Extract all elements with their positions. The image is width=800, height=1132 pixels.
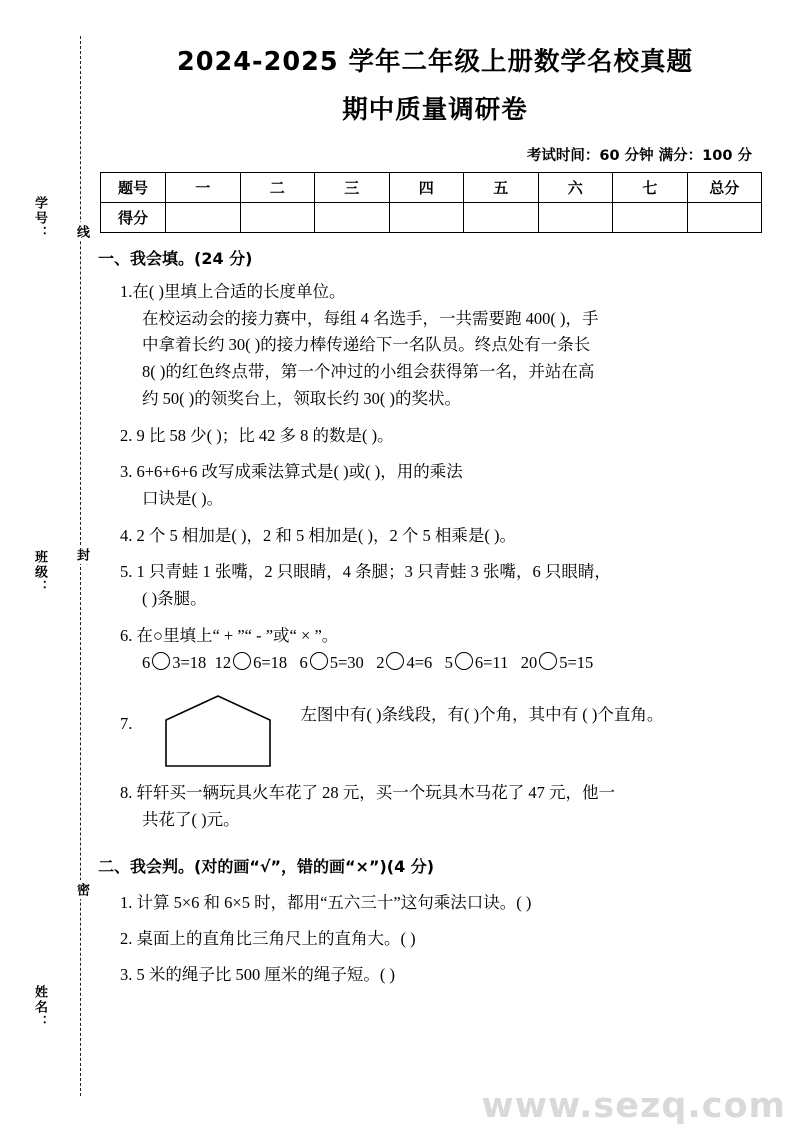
pentagon-house-shape-icon [158,690,278,770]
section-2-heading: 二、我会判。(对的画“√”，错的画“×”)(4 分) [98,856,435,876]
score-cell-2[interactable] [240,203,315,233]
q6-item-4-left: 2 [376,652,385,672]
question-1 [120,279,774,413]
page-title-line1: 2024-2025 学年二年级上册数学名校真题 [177,47,693,77]
circle-blank-icon[interactable] [310,652,328,670]
question-1-line-2: 中拿着长约 30( )的接力棒传递给下一名队员。终点处有一条长 [142,335,591,355]
score-cell-3[interactable] [315,203,390,233]
score-table-col-total: 总分 [687,173,762,203]
watermark: www.sezq.com [481,1086,786,1126]
q6-item-5 [445,653,509,672]
question-8-line-2: 共花了( )元。 [142,810,240,830]
question-1-stem: 在( )里填上合适的长度单位。 [132,282,346,301]
score-table [100,172,762,233]
question-8 [120,780,774,833]
q6-item-3-left: 6 [299,652,308,672]
section-1-heading: 一、我会填。(24 分) [98,249,253,268]
name-label: 姓名： [32,985,47,1030]
q6-item-6 [521,653,594,672]
question-1-number: 1. [120,282,133,301]
score-table-col-7: 七 [613,173,688,203]
exam-paper [96,0,774,1132]
question-5-line-2: ( )条腿。 [142,589,207,609]
question-3-line-1: 3. 6+6+6+6 改写成乘法算式是( )或( )，用的乘法 [120,462,463,482]
q6-item-1 [142,653,206,672]
score-table-row-label-1: 题号 [101,173,166,203]
question-7 [120,686,774,770]
q6-item-1-left: 6 [142,652,151,672]
circle-blank-icon[interactable] [539,652,557,670]
score-table-row-label-2: 得分 [101,203,166,233]
question-5 [120,559,774,612]
question-6-expressions [142,650,774,677]
q6-item-2 [215,653,288,672]
q6-item-2-right: 6=18 [253,652,288,672]
exam-info: 考试时间：60 分钟 满分：100 分 [526,148,752,164]
q6-item-6-right: 5=15 [559,652,594,672]
score-table-col-5: 五 [464,173,539,203]
score-cell-1[interactable] [166,203,241,233]
q6-item-3 [300,653,364,672]
question-7-text [300,686,663,731]
question-6-line-1: 6. 在○里填上“ + ”“ - ”或“ × ”。 [120,625,339,645]
class-label: 班级： [32,550,47,595]
circle-blank-icon[interactable] [152,652,170,670]
q6-item-4-right: 4=6 [406,652,433,672]
table-row-scores [101,203,762,233]
score-table-col-4: 四 [389,173,464,203]
question-2: 2. 9 比 58 少( )；比 42 多 8 的数是( )。 [120,425,394,445]
student-id-label: 学号： [32,196,47,241]
q6-item-3-right: 5=30 [329,652,364,672]
question-5-line-1: 5. 1 只青蛙 1 张嘴，2 只眼睛，4 条腿；3 只青蛙 3 张嘴，6 只眼睛， [120,562,611,582]
score-cell-total[interactable] [687,203,762,233]
q6-item-1-right: 3=18 [172,652,207,672]
question-1-line-1: 在校运动会的接力赛中，每组 4 名选手，一共需要跑 400( )，手 [142,308,599,328]
question-7-number: 7. [120,714,133,734]
circle-blank-icon[interactable] [455,652,473,670]
question-7-line-2: ( )个直角。 [582,705,664,725]
score-table-col-3: 三 [315,173,390,203]
section-2-item-3: 3. 5 米的绳子比 500 厘米的绳子短。( ) [120,964,395,984]
score-cell-6[interactable] [538,203,613,233]
score-cell-5[interactable] [464,203,539,233]
seal-char-xian: 线 [72,222,91,241]
question-1-line-3: 8( )的红色终点带，第一个冲过的小组会获得第一名，并站在高 [142,362,595,382]
section-2-item-2: 2. 桌面上的直角比三角尺上的直角大。( ) [120,928,416,948]
q6-item-5-left: 5 [444,652,453,672]
question-6 [120,623,774,676]
question-1-line-4: 约 50( )的领奖台上，领取长约 30( )的奖状。 [142,388,461,408]
seal-char-mi: 密 [72,880,91,899]
q6-item-6-left: 20 [520,652,538,672]
question-3-line-2: 口诀是( )。 [142,489,224,509]
question-3 [120,459,774,512]
question-7-line-1: 左图中有( )条线段，有( )个角，其中有 [300,705,579,725]
score-table-col-2: 二 [240,173,315,203]
q6-item-2-left: 12 [214,652,232,672]
page-title-line2: 期中质量调研卷 [342,95,528,125]
q6-item-4 [376,653,432,672]
table-row-question-numbers [101,173,762,203]
score-cell-7[interactable] [613,203,688,233]
score-table-col-1: 一 [166,173,241,203]
score-table-col-6: 六 [538,173,613,203]
seal-char-feng: 封 [72,545,91,564]
circle-blank-icon[interactable] [233,652,251,670]
q6-item-5-right: 6=11 [474,652,509,672]
question-8-line-1: 8. 轩轩买一辆玩具火车花了 28 元，买一个玩具木马花了 47 元，他一 [120,783,615,803]
section-2-item-1: 1. 计算 5×6 和 6×5 时，都用“五六三十”这句乘法口诀。( ) [120,892,532,912]
left-margin-rail [0,0,96,1132]
dashed-fold-line [80,36,81,1096]
question-4: 4. 2 个 5 相加是( )，2 和 5 相加是( )，2 个 5 相乘是( )。 [120,525,516,545]
circle-blank-icon[interactable] [386,652,404,670]
score-cell-4[interactable] [389,203,464,233]
